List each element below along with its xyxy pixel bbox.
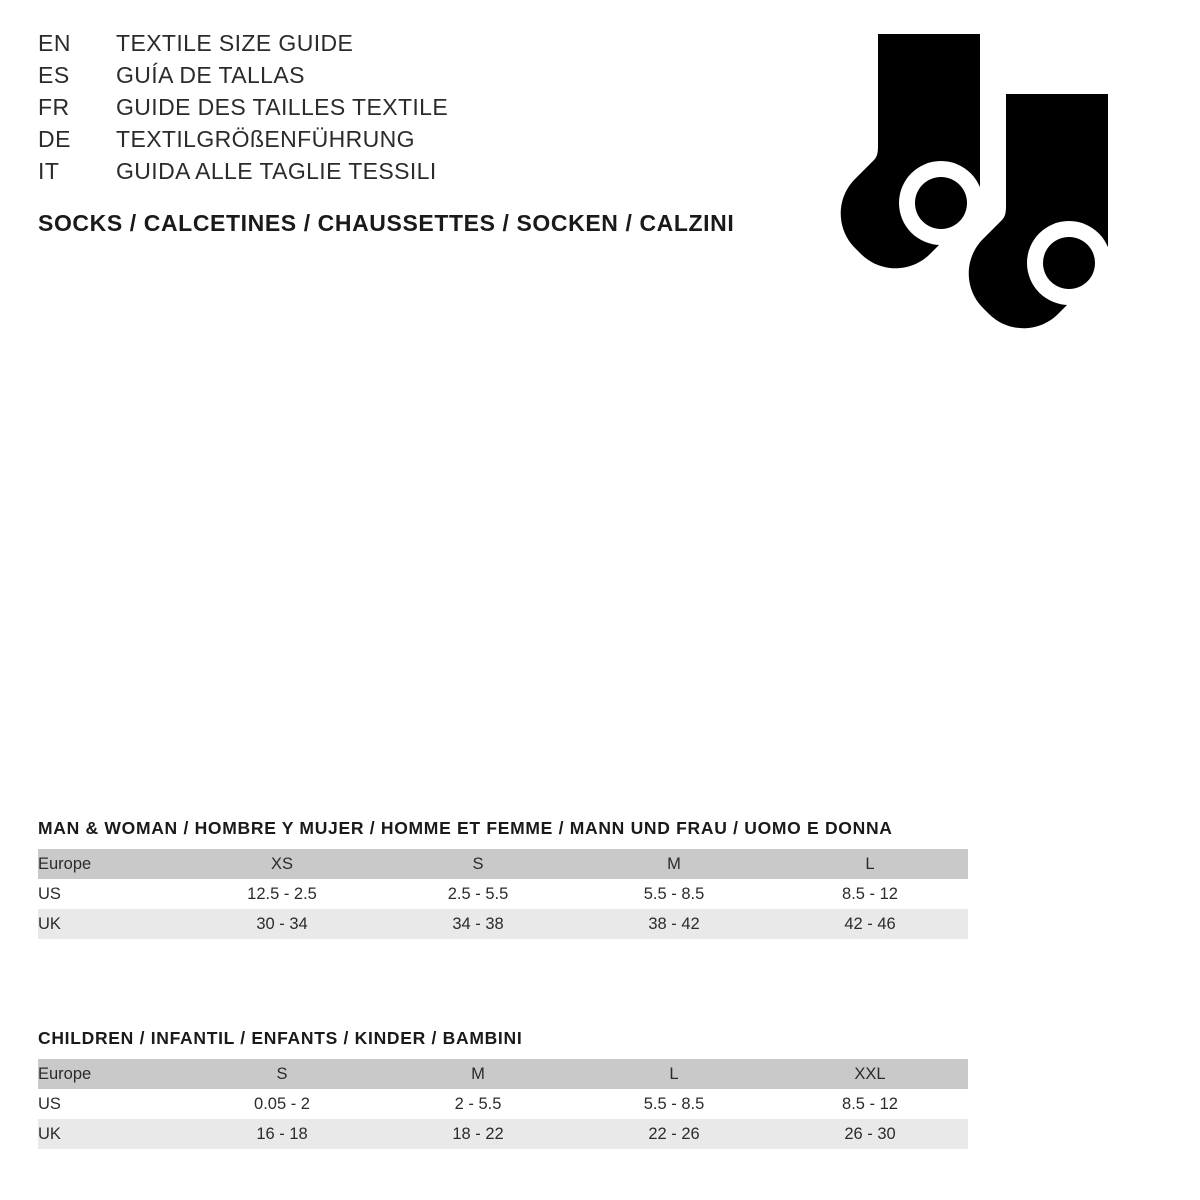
- language-row-fr: [38, 94, 818, 126]
- table-row: [38, 909, 968, 939]
- table-cell: 2 - 5.5: [380, 1089, 576, 1119]
- table-cell: S: [380, 849, 576, 879]
- table-cell: 42 - 46: [772, 909, 968, 939]
- table-cell: L: [576, 1059, 772, 1089]
- table-cell: 12.5 - 2.5: [184, 879, 380, 909]
- adult-table-caption: MAN & WOMAN / HOMBRE Y MUJER / HOMME ET FEMME / MANN UND FRAU / UOMO E DONNA: [38, 818, 893, 838]
- children-size-table: [38, 1059, 968, 1149]
- language-code: EN: [38, 30, 71, 56]
- row-label: US: [38, 1089, 184, 1119]
- row-label: UK: [38, 1119, 184, 1149]
- language-row-en: [38, 30, 818, 62]
- table-cell: 34 - 38: [380, 909, 576, 939]
- table-cell: 8.5 - 12: [772, 1089, 968, 1119]
- table-cell: 16 - 18: [184, 1119, 380, 1149]
- page-title: SOCKS / CALCETINES / CHAUSSETTES / SOCKEN / CALZINI: [38, 210, 735, 236]
- row-label: Europe: [38, 1059, 184, 1089]
- language-title: TEXTILGRÖßENFÜHRUNG: [116, 126, 415, 152]
- children-size-table-block: [38, 1028, 968, 1149]
- table-row: [38, 1059, 968, 1089]
- row-label: Europe: [38, 849, 184, 879]
- table-cell: 26 - 30: [772, 1119, 968, 1149]
- table-row: [38, 849, 968, 879]
- table-cell: 5.5 - 8.5: [576, 1089, 772, 1119]
- adult-size-table: [38, 849, 968, 939]
- table-cell: 2.5 - 5.5: [380, 879, 576, 909]
- table-cell: XXL: [772, 1059, 968, 1089]
- table-row: [38, 1089, 968, 1119]
- table-cell: 30 - 34: [184, 909, 380, 939]
- language-code: FR: [38, 94, 70, 120]
- language-title: TEXTILE SIZE GUIDE: [116, 30, 354, 56]
- table-row: [38, 879, 968, 909]
- row-label: US: [38, 879, 184, 909]
- table-cell: 22 - 26: [576, 1119, 772, 1149]
- table-cell: 38 - 42: [576, 909, 772, 939]
- table-cell: 5.5 - 8.5: [576, 879, 772, 909]
- table-cell: L: [772, 849, 968, 879]
- language-title: GUIDE DES TAILLES TEXTILE: [116, 94, 449, 120]
- children-table-caption: CHILDREN / INFANTIL / ENFANTS / KINDER / BAMBINI: [38, 1028, 523, 1048]
- table-cell: 18 - 22: [380, 1119, 576, 1149]
- language-title: GUIDA ALLE TAGLIE TESSILI: [116, 158, 437, 184]
- table-cell: 0.05 - 2: [184, 1089, 380, 1119]
- language-row-de: [38, 126, 818, 158]
- size-guide-header: [38, 30, 818, 237]
- row-label: UK: [38, 909, 184, 939]
- language-code: IT: [38, 158, 60, 184]
- language-title: GUÍA DE TALLAS: [116, 62, 305, 88]
- table-cell: XS: [184, 849, 380, 879]
- language-code: DE: [38, 126, 71, 152]
- table-cell: M: [380, 1059, 576, 1089]
- language-code: ES: [38, 62, 70, 88]
- table-row: [38, 1119, 968, 1149]
- socks-pair-icon: [810, 28, 1140, 368]
- language-row-es: [38, 62, 818, 94]
- table-cell: S: [184, 1059, 380, 1089]
- language-row-it: [38, 158, 818, 190]
- table-cell: M: [576, 849, 772, 879]
- adult-size-table-block: [38, 818, 968, 939]
- table-cell: 8.5 - 12: [772, 879, 968, 909]
